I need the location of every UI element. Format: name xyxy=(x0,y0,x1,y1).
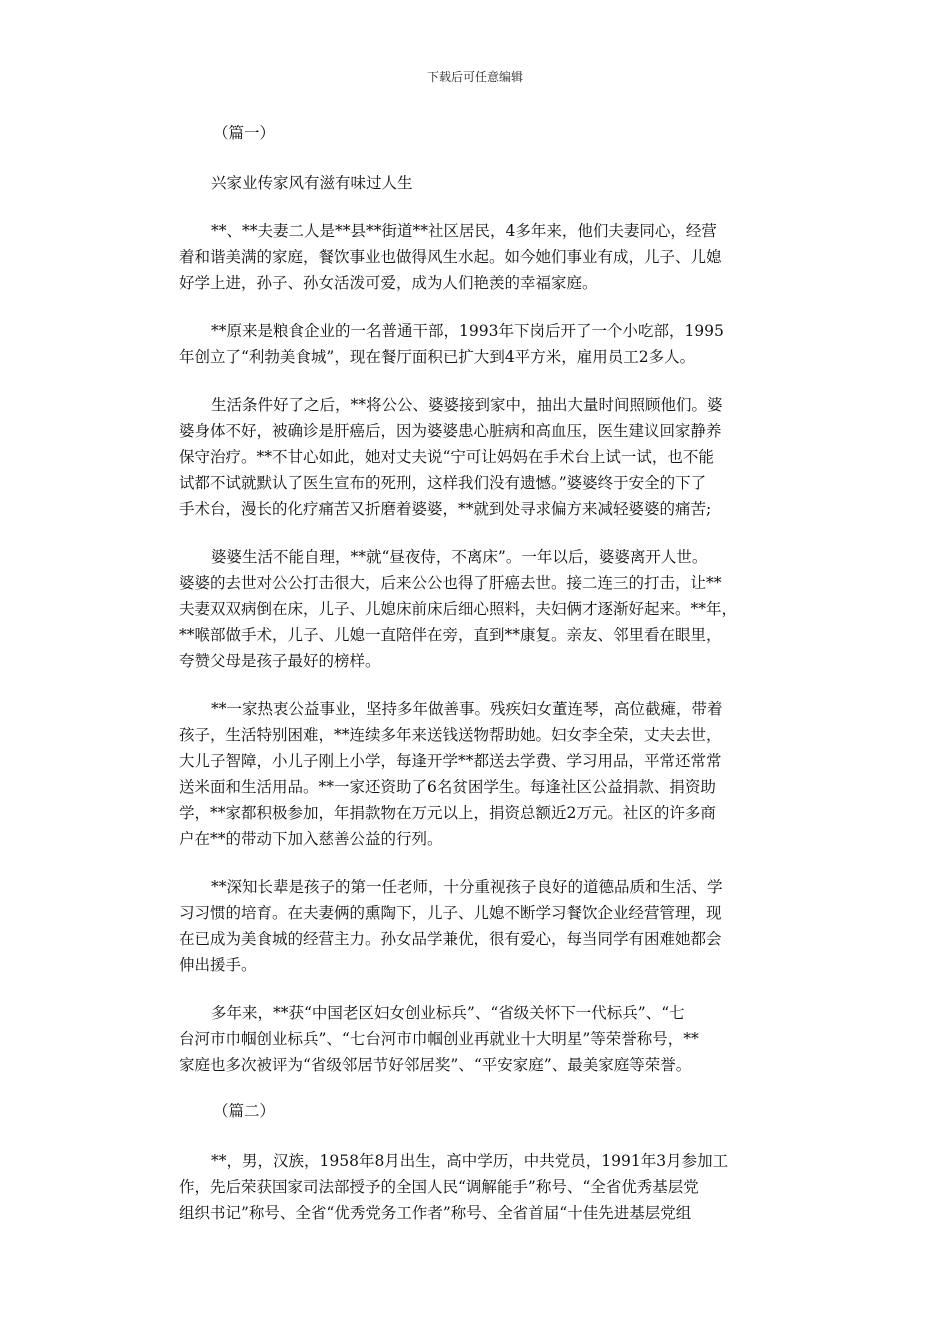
paragraph-line: **原来是粮食企业的一名普通干部，1993年下岗后开了一个小吃部，1995 xyxy=(211,322,724,340)
paragraph xyxy=(179,1148,777,1226)
paragraph-line: **，男，汉族，1958年8月出生，高中学历，中共党员，1991年3月参加工 xyxy=(211,1152,729,1170)
paragraph-line: 大儿子智障，小儿子刚上小学，每逢开学**都送去学费、学习用品，平常还常常 xyxy=(179,752,722,770)
paragraph-line: 组织书记”称号、全省“优秀党务工作者”称号、全省首届“十佳先进基层党组 xyxy=(179,1204,692,1222)
paragraph xyxy=(179,218,777,296)
paragraph-line: 保守治疗。**不甘心如此，她对丈夫说“宁可让妈妈在手术台上试一试，也不能 xyxy=(179,448,714,466)
paragraph-line: 婆身体不好，被确诊是肝癌后，因为婆婆患心脏病和高血压，医生建议回家静养 xyxy=(179,422,722,440)
paragraph-line: 作，先后荣获国家司法部授予的全国人民“调解能手”称号、“全省优秀基层党 xyxy=(179,1178,699,1196)
paragraph xyxy=(179,1000,777,1078)
paragraph-line: 台河市巾帼创业标兵”、“七台河市巾帼创业再就业十大明星”等荣誉称号，** xyxy=(179,1030,699,1048)
section-label-1: （篇一） xyxy=(213,124,276,142)
paragraph-line: 在已成为美食城的经营主力。孙女品学兼优，很有爱心，每当同学有困难她都会 xyxy=(179,930,722,948)
paragraph-line: **喉部做手术，儿子、儿媳一直陪伴在旁，直到**康复。亲友、邻里看在眼里， xyxy=(179,626,722,644)
paragraph-line: 手术台，漫长的化疗痛苦又折磨着婆婆，**就到处寻求偏方来减轻婆婆的痛苦; xyxy=(179,500,712,518)
paragraph-line: 孩子，生活特别困难，**连续多年来送钱送物帮助她。妇女李全荣，丈夫去世， xyxy=(179,726,722,744)
section-label-2: （篇二） xyxy=(213,1102,276,1120)
paragraph xyxy=(179,318,777,370)
paragraph-line: 习习惯的培育。在夫妻俩的熏陶下，儿子、儿媳不断学习餐饮企业经营管理，现 xyxy=(179,904,722,922)
paragraph-line: 家庭也多次被评为“省级邻居节好邻居奖”、“平安家庭”、最美家庭等荣誉。 xyxy=(179,1056,692,1074)
header-note: 下载后可任意编辑 xyxy=(426,70,523,84)
paragraph-line: **一家热衷公益事业，坚持多年做善事。残疾妇女董连琴，高位截瘫，带着 xyxy=(211,700,723,718)
paragraph-line: 户在**的带动下加入慈善公益的行列。 xyxy=(179,830,443,848)
section-1-paragraphs xyxy=(179,218,777,1078)
paragraph-line: 伸出援手。 xyxy=(179,956,257,974)
paragraph-line: 好学上进，孙子、孙女活泼可爱，成为人们艳羡的幸福家庭。 xyxy=(179,274,598,292)
paragraph-line: 着和谐美满的家庭，餐饮事业也做得风生水起。如今她们事业有成，儿子、儿媳 xyxy=(179,248,722,266)
paragraph-line: 夸赞父母是孩子最好的榜样。 xyxy=(179,652,381,670)
article-title: 兴家业传家风有滋有味过人生 xyxy=(211,174,413,192)
section-2-paragraphs xyxy=(179,1148,777,1226)
paragraph-line: 生活条件好了之后，**将公公、婆婆接到家中，抽出大量时间照顾他们。婆 xyxy=(211,396,723,414)
paragraph-line: 夫妻双双病倒在床，儿子、儿媳床前床后细心照料，夫妇俩才逐渐好起来。**年， xyxy=(179,600,738,618)
paragraph-line: 年创立了“利勃美食城”，现在餐厅面积已扩大到4平方米，雇用员工2多人。 xyxy=(179,348,696,366)
paragraph-line: **深知长辈是孩子的第一任老师，十分重视孩子良好的道德品质和生活、学 xyxy=(211,878,723,896)
paragraph xyxy=(179,392,777,522)
paragraph-line: 送米面和生活用品。**一家还资助了6名贫困学生。每逢社区公益捐款、捐资助 xyxy=(179,778,716,796)
paragraph-line: **、**夫妻二人是**县**街道**社区居民，4多年来，他们夫妻同心，经营 xyxy=(211,222,717,240)
paragraph-line: 多年来，**获“中国老区妇女创业标兵”、“省级关怀下一代标兵”、“七 xyxy=(211,1004,685,1022)
paragraph xyxy=(179,544,777,674)
paragraph-line: 婆婆生活不能自理，**就“昼夜侍，不离床”。一年以后，婆婆离开人世。 xyxy=(211,548,708,566)
paragraph-line: 婆婆的去世对公公打击很大，后来公公也得了肝癌去世。接二连三的打击，让** xyxy=(179,574,722,592)
paragraph xyxy=(179,874,777,978)
document-body xyxy=(179,120,777,1248)
paragraph xyxy=(179,696,777,852)
paragraph-line: 学，**家都积极参加，年捐款物在万元以上，捐资总额近2万元。社区的许多商 xyxy=(179,804,716,822)
paragraph-line: 试都不试就默认了医生宣布的死刑，这样我们没有遗憾。”婆婆终于安全的下了 xyxy=(179,474,707,492)
